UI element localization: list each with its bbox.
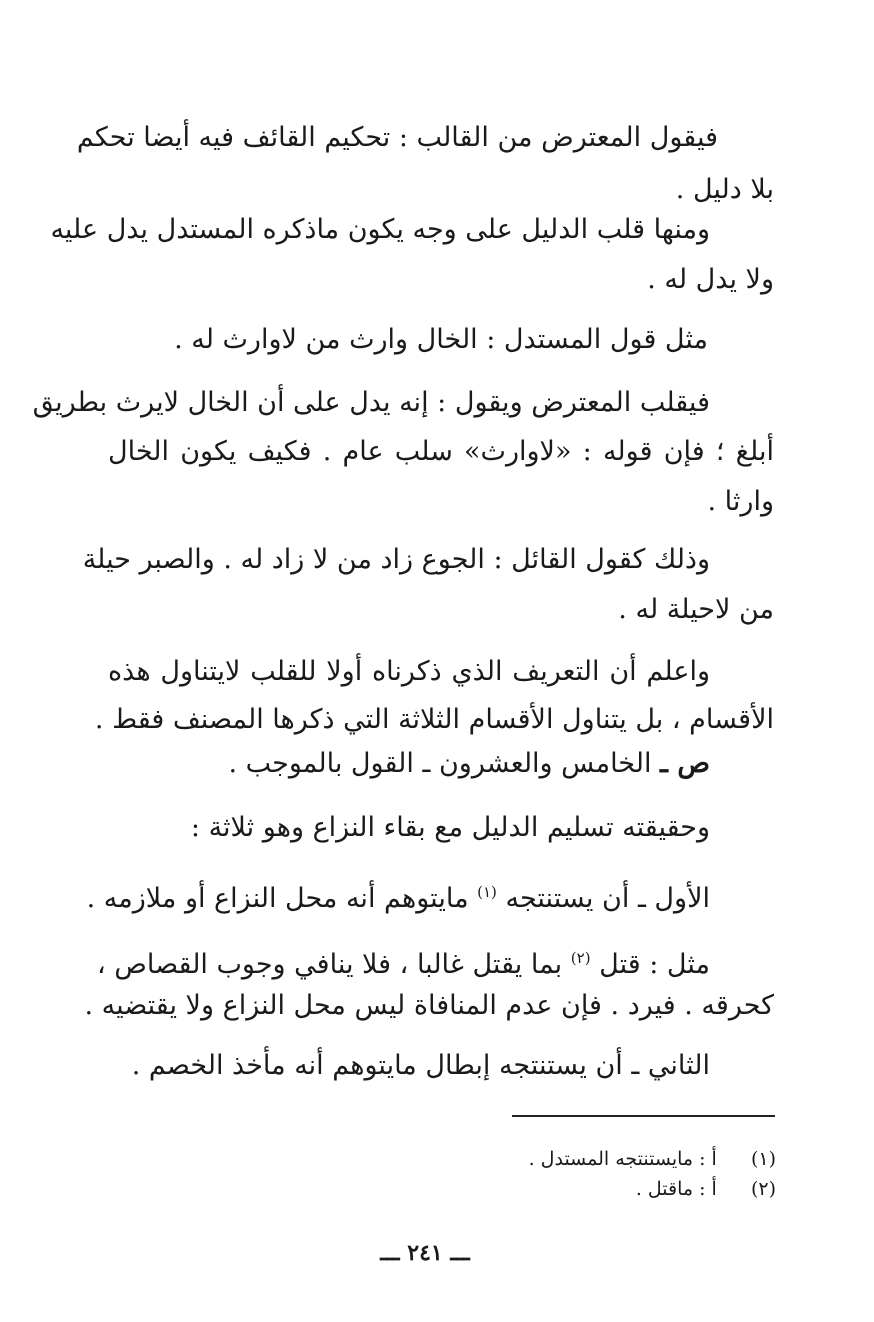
text-line: ولا يدل له .: [647, 264, 774, 295]
text-segment: مثل : قتل: [599, 949, 710, 980]
footnote-text: أ : مايستنتجه المستدل .: [528, 1148, 717, 1170]
section-heading: [200, 744, 710, 784]
footnote-divider: [512, 1115, 775, 1117]
footnote-item: [470, 1176, 776, 1202]
footnote-number: (٢): [750, 1178, 776, 1200]
text-segment: بما يقتل غالبا ، فلا ينافي وجوب القصاص ،: [96, 949, 563, 980]
text-line: وحقيقته تسليم الدليل مع بقاء النزاع وهو ثلاثة :: [190, 812, 710, 843]
text-line: فيقول المعترض من القالب : تحكيم القائف فيه أيضا تحكم: [76, 122, 718, 153]
footnote-item: [470, 1146, 776, 1172]
text-line: كحرقه . فيرد . فإن عدم المنافاة ليس محل النزاع ولا يقتضيه .: [84, 990, 774, 1021]
section-marker: ص ـ: [660, 748, 710, 779]
text-segment: الأول ـ أن يستنتجه: [505, 883, 710, 914]
footnote-ref: (١): [477, 883, 497, 901]
text-line: أبلغ ؛ فإن قوله : «لاوارث» سلب عام . فكيف يكون الخال: [108, 436, 774, 467]
text-line: الأقسام ، بل يتناول الأقسام الثلاثة التي ذكرها المصنف فقط .: [94, 704, 774, 735]
text-line: [86, 872, 710, 919]
text-line: فيقلب المعترض ويقول : إنه يدل على أن الخال لايرث بطريق: [32, 387, 710, 418]
footnote-ref: (٢): [570, 949, 591, 967]
text-line: [96, 938, 710, 985]
page-number: ـــ ٢٤١ ـــ: [380, 1240, 470, 1266]
text-line: واعلم أن التعريف الذي ذكرناه أولا للقلب لايتناول هذه: [108, 656, 710, 687]
footnote-text: أ : ماقتل .: [635, 1178, 717, 1200]
text-line: بلا دليل .: [675, 174, 774, 205]
text-line: ومنها قلب الدليل على وجه يكون ماذكره المستدل يدل عليه: [50, 214, 710, 245]
text-segment: مايتوهم أنه محل النزاع أو ملازمه .: [86, 883, 469, 914]
text-line: وارثا .: [707, 486, 774, 517]
text-line: وذلك كقول القائل : الجوع زاد من لا زاد له . والصبر حيلة: [82, 544, 710, 575]
text-line: الثاني ـ أن يستنتجه إبطال مايتوهم أنه مأخذ الخصم .: [131, 1050, 710, 1081]
text-line: من لاحيلة له .: [618, 594, 774, 625]
section-title: الخامس والعشرون ـ القول بالموجب .: [228, 748, 652, 779]
footnote-number: (١): [750, 1148, 776, 1170]
text-line: مثل قول المستدل : الخال وارث من لاوارث له .: [174, 324, 708, 355]
